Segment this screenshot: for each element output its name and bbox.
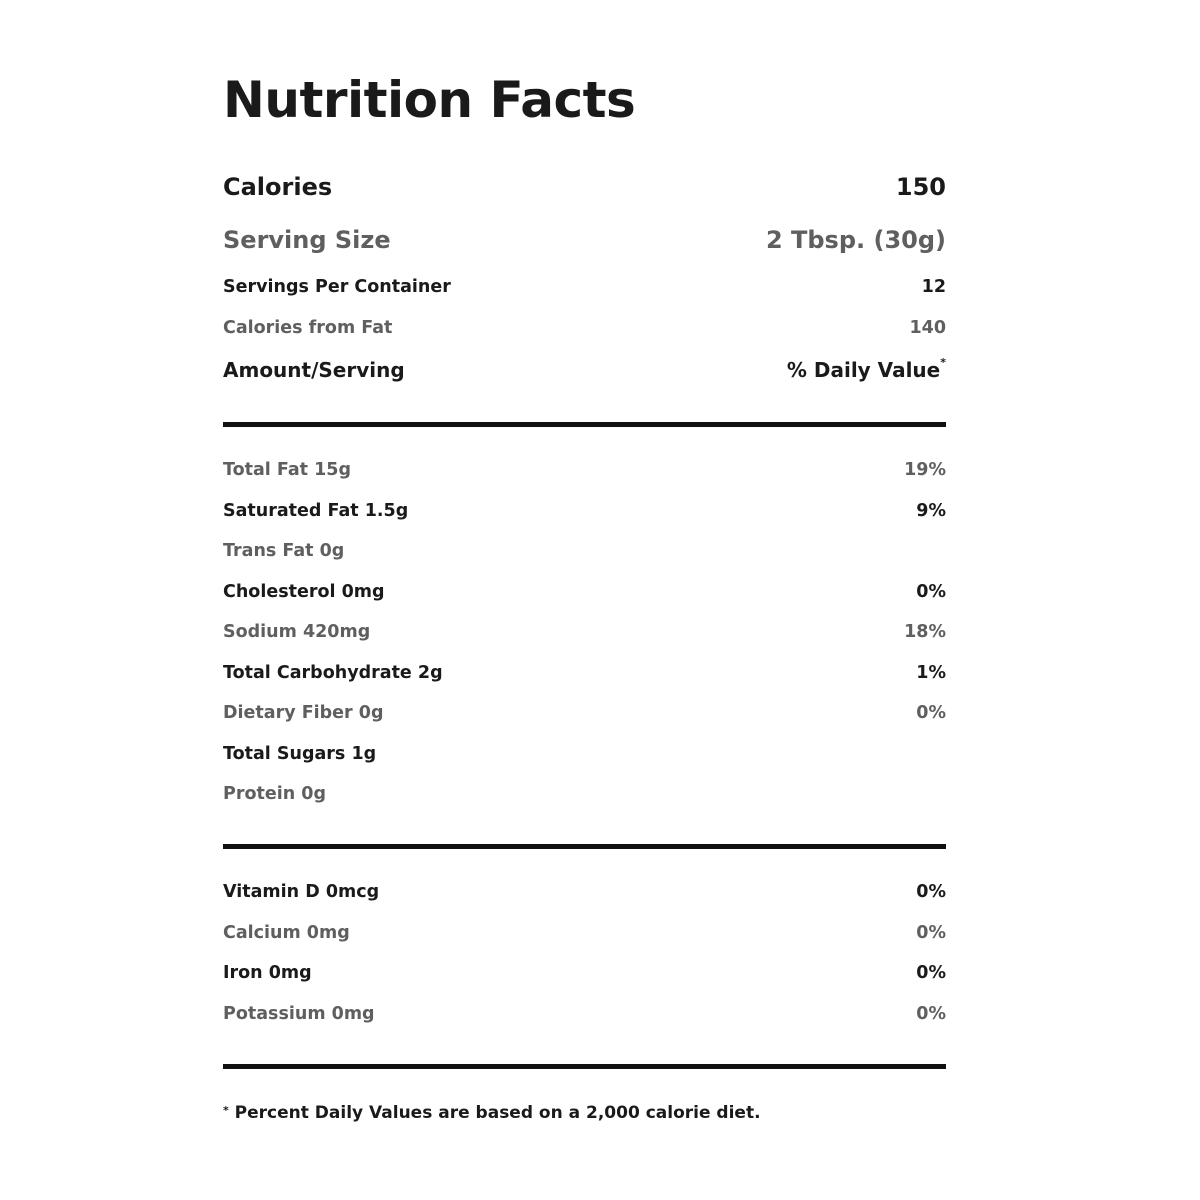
nutrient-daily-value: 18% <box>904 622 946 642</box>
footnote-text: Percent Daily Values are based on a 2,000 calorie diet. <box>228 1103 761 1123</box>
nutrient-label: Total Carbohydrate 2g <box>223 663 443 683</box>
nutrient-daily-value: 1% <box>916 663 946 683</box>
vitamin-label: Potassium 0mg <box>223 1004 375 1024</box>
vitamin-daily-value: 0% <box>916 963 946 983</box>
vitamin-label: Vitamin D 0mcg <box>223 882 380 902</box>
nutrient-label: Sodium 420mg <box>223 622 371 642</box>
daily-value-header <box>787 358 946 382</box>
nutrient-label: Trans Fat 0g <box>223 541 345 561</box>
calories-row <box>223 170 946 204</box>
nutrient-daily-value: 0% <box>916 582 946 602</box>
serving-size-label: Serving Size <box>223 226 391 254</box>
calories-from-fat-value: 140 <box>909 318 946 338</box>
page-title: Nutrition Facts <box>223 71 636 129</box>
vitamin-row <box>223 920 946 946</box>
nutrient-row <box>223 498 946 524</box>
servings-per-container-row <box>223 274 946 300</box>
nutrient-label: Protein 0g <box>223 784 326 804</box>
vitamin-daily-value: 0% <box>916 1004 946 1024</box>
calories-value: 150 <box>895 173 946 201</box>
vitamin-daily-value: 0% <box>916 923 946 943</box>
vitamin-daily-value: 0% <box>916 882 946 902</box>
nutrient-label: Total Fat 15g <box>223 460 351 480</box>
nutrient-row <box>223 660 946 686</box>
amount-per-serving-row <box>223 355 946 385</box>
divider-top <box>223 422 946 427</box>
serving-size-value: 2 Tbsp. (30g) <box>765 226 946 254</box>
daily-value-label: % Daily Value <box>786 358 941 382</box>
nutrient-row <box>223 741 946 767</box>
nutrient-label: Saturated Fat 1.5g <box>223 501 409 521</box>
servings-per-container-label: Servings Per Container <box>223 277 451 297</box>
nutrient-daily-value: 9% <box>916 501 946 521</box>
vitamin-row <box>223 1001 946 1027</box>
nutrient-row <box>223 700 946 726</box>
footnote <box>223 1100 761 1126</box>
nutrient-label: Dietary Fiber 0g <box>223 703 384 723</box>
nutrient-label: Cholesterol 0mg <box>223 582 385 602</box>
divider-bottom <box>223 1064 946 1069</box>
daily-value-asterisk: * <box>940 356 946 369</box>
calories-from-fat-row <box>223 315 946 341</box>
nutrient-label: Total Sugars 1g <box>223 744 377 764</box>
footnote-asterisk: * <box>223 1104 229 1117</box>
serving-size-row <box>223 223 946 257</box>
nutrient-row <box>223 457 946 483</box>
calories-from-fat-label: Calories from Fat <box>223 318 393 338</box>
calories-label: Calories <box>223 173 333 201</box>
vitamin-label: Iron 0mg <box>223 963 312 983</box>
vitamin-row <box>223 960 946 986</box>
nutrient-row <box>223 781 946 807</box>
nutrient-row <box>223 579 946 605</box>
nutrient-daily-value: 0% <box>916 703 946 723</box>
servings-per-container-value: 12 <box>921 277 946 297</box>
nutrient-row <box>223 619 946 645</box>
divider-middle <box>223 844 946 849</box>
nutrient-daily-value: 19% <box>904 460 946 480</box>
nutrient-row <box>223 538 946 564</box>
amount-per-serving-label: Amount/Serving <box>223 358 405 382</box>
vitamin-row <box>223 879 946 905</box>
vitamin-label: Calcium 0mg <box>223 923 350 943</box>
